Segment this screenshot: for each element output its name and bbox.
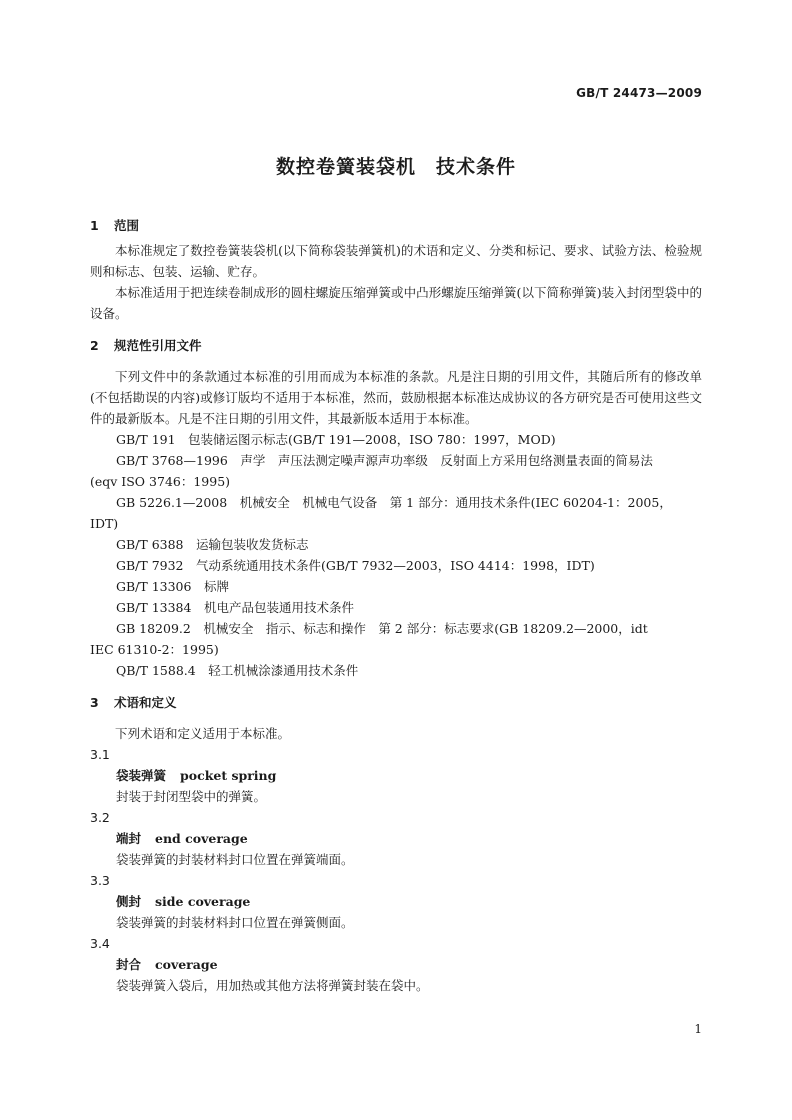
standard-number: GB/T 24473—2009 xyxy=(576,86,702,100)
term-definition: 封装于封闭型袋中的弹簧。 xyxy=(116,789,267,804)
reference-text: GB 18209.2 机械安全 指示、标志和操作 第 2 部分：标志要求(GB 18209.2—2000，idt xyxy=(116,621,648,636)
section-title: 范围 xyxy=(114,218,140,233)
reference-text: QB/T 1588.4 轻工机械涂漆通用技术条件 xyxy=(116,663,359,678)
term-name-zh: 袋装弹簧 xyxy=(116,768,167,783)
term-name-en: side coverage xyxy=(155,894,251,909)
term-heading xyxy=(90,954,702,975)
term-number: 3.3 xyxy=(90,873,110,888)
reference-item xyxy=(90,576,702,597)
reference-continuation: (eqv ISO 3746：1995) xyxy=(90,474,231,489)
term-name-zh: 端封 xyxy=(116,831,142,846)
term-number: 3.2 xyxy=(90,810,110,825)
reference-item xyxy=(90,534,702,555)
term-name-en: end coverage xyxy=(155,831,248,846)
term-heading xyxy=(90,828,702,849)
reference-item xyxy=(90,450,702,492)
section-number: 1 xyxy=(90,218,99,233)
reference-text: GB/T 7932 气动系统通用技术条件(GB/T 7932—2003，ISO 4414：1998，IDT) xyxy=(116,558,595,573)
reference-item xyxy=(90,618,702,660)
term-heading xyxy=(90,765,702,786)
paragraph: 下列术语和定义适用于本标准。 xyxy=(115,726,291,741)
section-title: 规范性引用文件 xyxy=(114,338,202,353)
reference-text: GB/T 191 包装储运图示标志(GB/T 191—2008，ISO 780：1997，MOD) xyxy=(116,432,556,447)
reference-item xyxy=(90,555,702,576)
document-body xyxy=(90,216,702,996)
term-definition: 袋装弹簧的封装材料封口位置在弹簧侧面。 xyxy=(116,915,354,930)
term-entry xyxy=(90,807,702,870)
reference-text: GB/T 6388 运输包装收发货标志 xyxy=(116,537,309,552)
document-title: 数控卷簧装袋机 技术条件 xyxy=(275,156,516,178)
term-name-zh: 封合 xyxy=(116,957,142,972)
reference-text: GB/T 3768—1996 声学 声压法测定噪声源声功率级 反射面上方采用包络测量表面的简易法 xyxy=(116,453,653,468)
reference-item xyxy=(90,597,702,618)
section-number: 3 xyxy=(90,695,99,710)
section-body xyxy=(90,723,702,996)
term-entry xyxy=(90,744,702,807)
term-definition: 袋装弹簧入袋后，用加热或其他方法将弹簧封装在袋中。 xyxy=(116,978,429,993)
term-entry xyxy=(90,870,702,933)
term-number: 3.4 xyxy=(90,936,110,951)
term-number: 3.1 xyxy=(90,747,110,762)
reference-continuation: IEC 61310-2：1995) xyxy=(90,642,219,657)
section-normative-references xyxy=(90,336,702,681)
reference-continuation: IDT) xyxy=(90,516,119,531)
reference-item xyxy=(90,492,702,534)
term-heading xyxy=(90,891,702,912)
section-title: 术语和定义 xyxy=(114,695,177,710)
term-name-zh: 侧封 xyxy=(116,894,142,909)
section-heading xyxy=(90,693,702,713)
section-scope xyxy=(90,216,702,324)
reference-text: GB/T 13306 标牌 xyxy=(116,579,229,594)
paragraph: 本标准适用于把连续卷制成形的圆柱螺旋压缩弹簧或中凸形螺旋压缩弹簧(以下简称弹簧)装入封闭型袋中的设备。 xyxy=(90,285,702,321)
section-heading xyxy=(90,336,702,356)
section-body xyxy=(90,240,702,324)
term-name-en: coverage xyxy=(155,957,218,972)
reference-item xyxy=(90,660,702,681)
section-number: 2 xyxy=(90,338,99,353)
section-terms-definitions xyxy=(90,693,702,996)
paragraph: 本标准规定了数控卷簧装袋机(以下简称袋装弹簧机)的术语和定义、分类和标记、要求、试验方法、检验规则和标志、包装、运输、贮存。 xyxy=(90,243,702,279)
paragraph: 下列文件中的条款通过本标准的引用而成为本标准的条款。凡是注日期的引用文件，其随后所有的修改单(不包括勘误的内容)或修订版均不适用于本标准，然而，鼓励根据本标准达成协议的各方研究是否可使用这些文件的最新版本。凡是不注日期的引用文件，其最新版本适用于本标准。 xyxy=(90,369,702,426)
reference-text: GB 5226.1—2008 机械安全 机械电气设备 第 1 部分：通用技术条件(IEC 60204-1：2005， xyxy=(116,495,672,510)
term-definition: 袋装弹簧的封装材料封口位置在弹簧端面。 xyxy=(116,852,354,867)
section-body xyxy=(90,366,702,681)
reference-text: GB/T 13384 机电产品包装通用技术条件 xyxy=(116,600,354,615)
term-name-en: pocket spring xyxy=(180,768,277,783)
section-heading xyxy=(90,216,702,236)
page-number: 1 xyxy=(694,1022,702,1036)
term-entry xyxy=(90,933,702,996)
reference-item xyxy=(90,429,702,450)
